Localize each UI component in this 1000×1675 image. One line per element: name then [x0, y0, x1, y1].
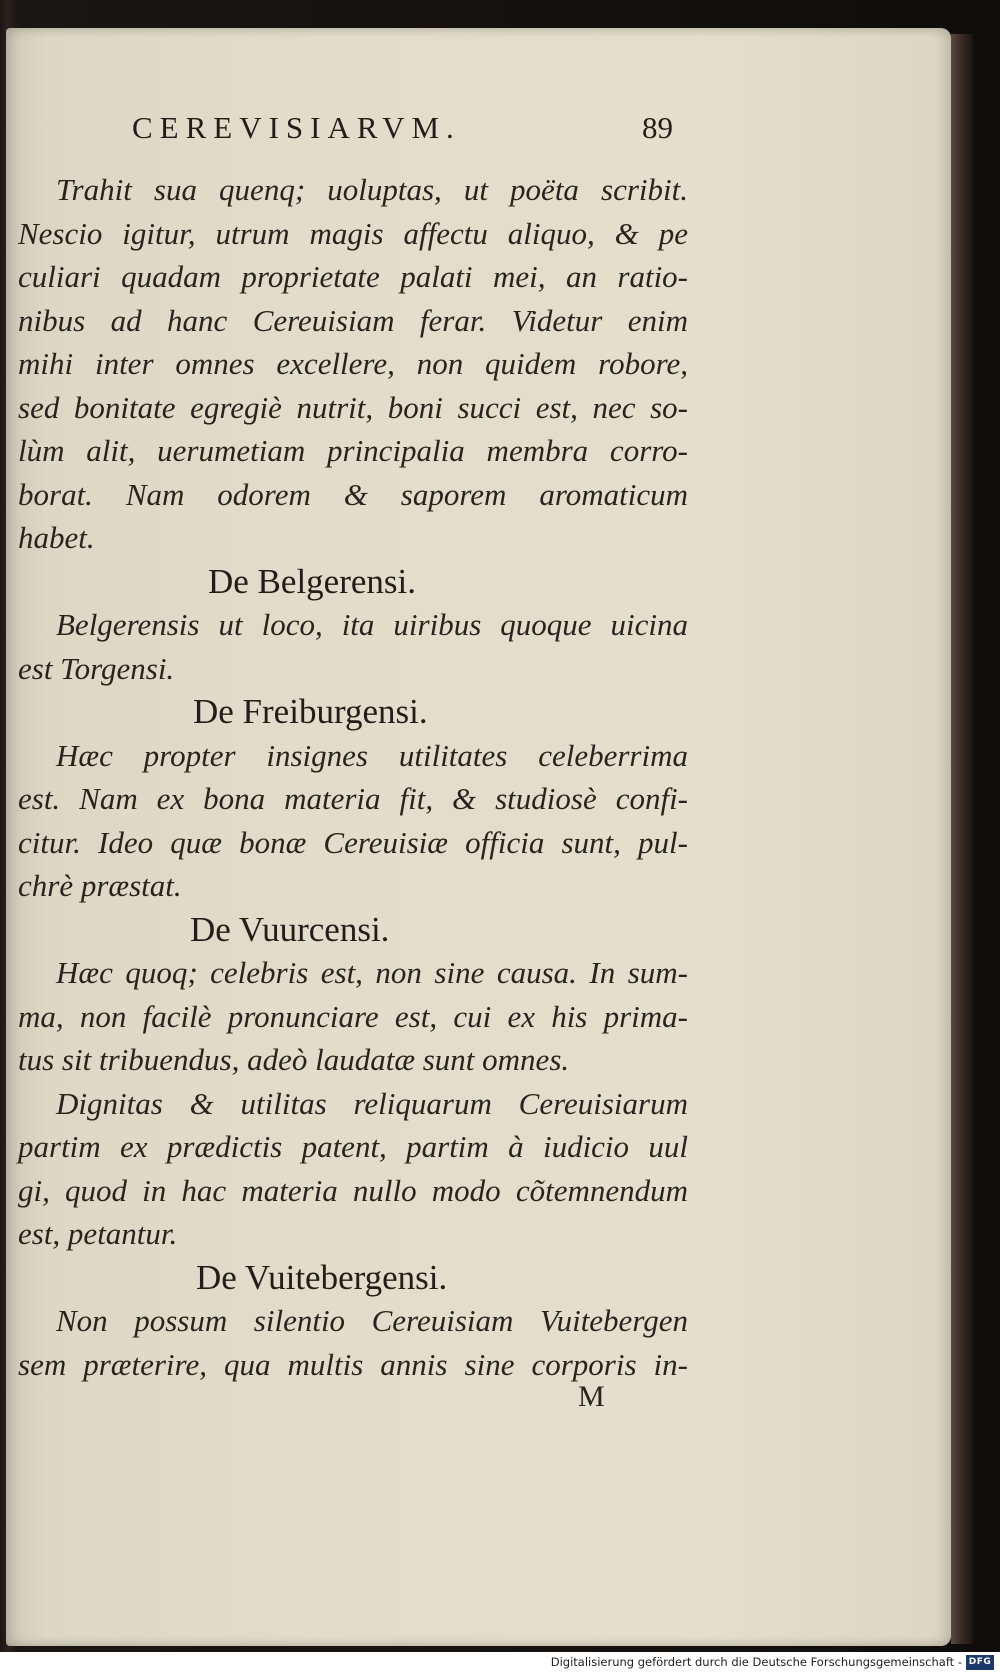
text-line: est, petantur.: [18, 1216, 178, 1251]
text-line: chrè præstat.: [18, 868, 182, 903]
text-line: sed bonitate egregiè nutrit, boni succi est, nec so-: [18, 389, 688, 425]
text-line: culiari quadam proprietate palati mei, an ratio-: [18, 259, 688, 294]
running-head: [132, 110, 692, 150]
footer-credit: Digitalisierung gefördert durch die Deutsche Forschungsgemeinschaft -: [550, 1655, 962, 1669]
text-line: ma, non facilè pronunciare est, cui ex his prima-: [18, 998, 688, 1034]
text-line: nibus ad hanc Cereuisiam ferar. Videtur enim: [18, 302, 688, 338]
text-line: partim ex prædictis patent, partim à iudicio uul: [18, 1129, 688, 1164]
catchword: M: [578, 1380, 605, 1413]
section-heading: De Belgerensi.: [208, 561, 416, 601]
text-line: Belgerensis ut loco, ita uiribus quoque uicina: [56, 607, 688, 642]
text-line: gi, quod in hac materia nullo modo cõtemnendum: [18, 1172, 688, 1208]
text-line: tus sit tribuendus, adeò laudatæ sunt omnes.: [18, 1042, 570, 1077]
text-line: lùm alit, uerumetiam principalia membra corro-: [18, 433, 688, 468]
dfg-logo-icon: DFG: [966, 1655, 994, 1670]
footer-bar: [0, 1652, 1000, 1675]
text-line: Non possum silentio Cereuisiam Vuitebergen: [56, 1303, 688, 1338]
text-line: est Torgensi.: [18, 650, 175, 686]
text-line: citur. Ideo quæ bonæ Cereuisiæ officia sunt, pul-: [18, 824, 688, 860]
text-line: Hæc quoq; celebris est, non sine causa. In sum-: [56, 955, 688, 990]
text-line: sem præterire, qua multis annis sine corporis in-: [18, 1346, 688, 1382]
section-heading: De Vuitebergensi.: [196, 1257, 448, 1297]
section-heading: De Freiburgensi.: [193, 692, 428, 731]
text-line: Trahit sua quenq; uoluptas, ut poëta scribit.: [56, 172, 688, 207]
section-heading: De Vuurcensi.: [190, 909, 390, 949]
text-line: mihi inter omnes excellere, non quidem robore,: [18, 346, 688, 381]
text-line: borat. Nam odorem & saporem aromaticum: [18, 476, 688, 512]
page-number: 89: [642, 110, 673, 145]
text-line: Dignitas & utilitas reliquarum Cereuisiarum: [56, 1085, 688, 1121]
page-edge: [951, 34, 973, 1644]
text-line: est. Nam ex bona materia fit, & studiosè confi-: [18, 781, 688, 816]
text-line: Nescio igitur, utrum magis affectu aliquo, & pe: [18, 215, 688, 251]
running-title: CEREVISIARVM.: [132, 110, 461, 145]
text-line: habet.: [18, 520, 95, 555]
text-block: [18, 168, 688, 1386]
text-line: Hæc propter insignes utilitates celeberrima: [56, 737, 688, 773]
